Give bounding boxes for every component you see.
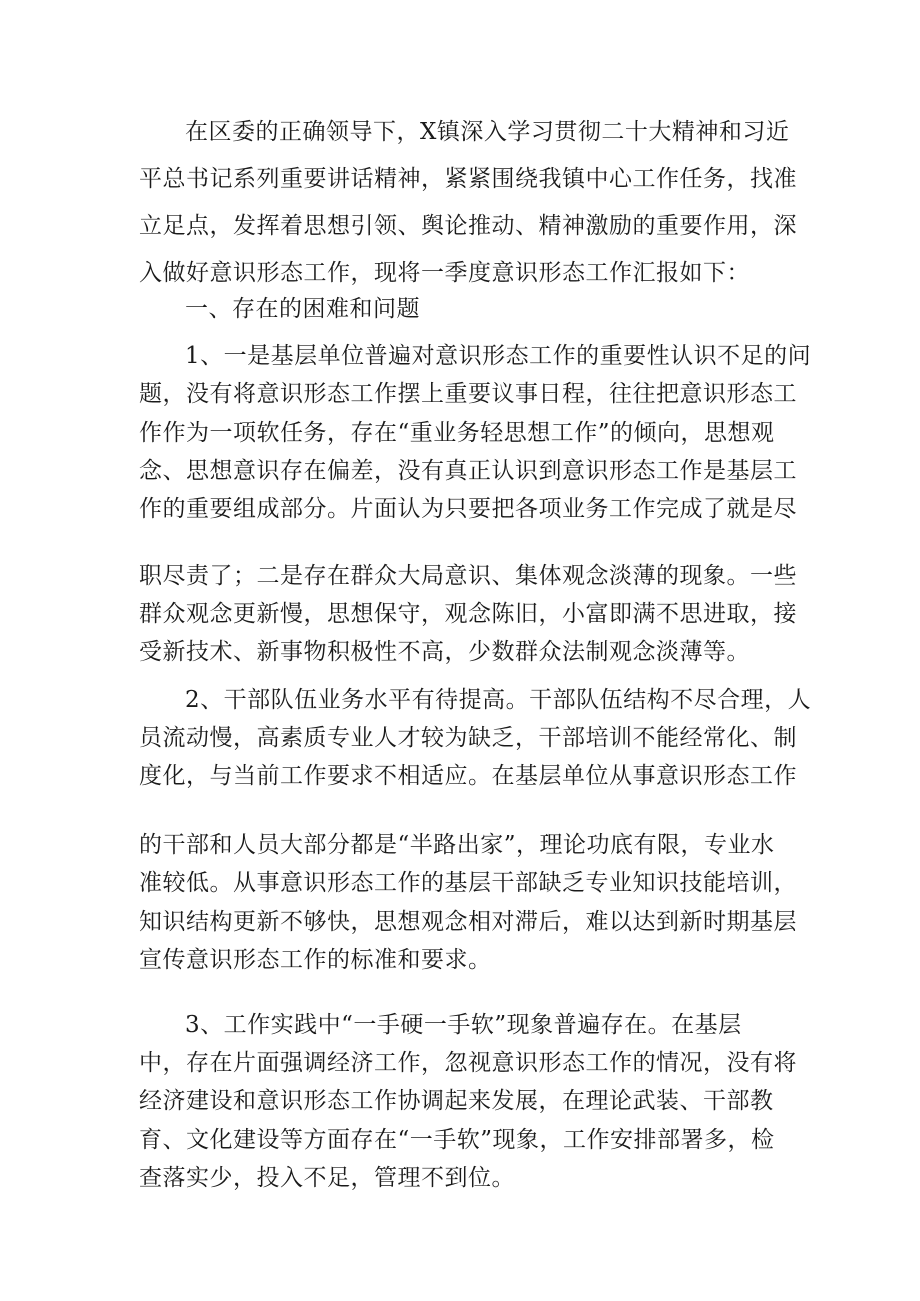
item-3-line-4: 育、文化建设等方面存在“一手软”现象，工作安排部署多，检 <box>139 1127 775 1153</box>
item-1-line-5: 作的重要组成部分。片面认为只要把各项业务工作完成了就是尽 <box>139 496 797 522</box>
item-3-line-1: 3、工作实践中“一手硬一手软”现象普遍存在。在基层 <box>185 1012 742 1038</box>
section-heading: 一、存在的困难和问题 <box>185 296 420 322</box>
item-2-line-6: 知识结构更新不够快，思想观念相对滞后，难以达到新时期基层 <box>139 909 797 935</box>
item-1-line-1: 1、一是基层单位普遍对意识形态工作的重要性认识不足的问 <box>185 343 812 369</box>
item-1-line-3: 作作为一项软任务，存在“重业务轻思想工作”的倾向，思想观 <box>139 420 775 446</box>
item-1-line-2: 题，没有将意识形态工作摆上重要议事日程，往往把意识形态工 <box>139 381 797 407</box>
intro-line-4: 入做好意识形态工作，现将一季度意识形态工作汇报如下： <box>139 260 750 286</box>
item-1-line-4: 念、思想意识存在偏差，没有真正认识到意识形态工作是基层工 <box>139 458 797 484</box>
item-1-line-6: 职尽责了；二是存在群众大局意识、集体观念淡薄的现象。一些 <box>139 563 797 589</box>
item-2-line-7: 宣传意识形态工作的标准和要求。 <box>139 947 492 973</box>
item-3-line-5: 查落实少，投入不足，管理不到位。 <box>139 1165 515 1191</box>
item-3-line-2: 中，存在片面强调经济工作，忽视意识形态工作的情况，没有将 <box>139 1050 797 1076</box>
item-2-line-5: 准较低。从事意识形态工作的基层干部缺乏专业知识技能培训， <box>139 870 797 896</box>
item-2-line-2: 员流动慢，高素质专业人才较为缺乏，干部培训不能经常化、制 <box>139 725 797 751</box>
item-1-line-7: 群众观念更新慢，思想保守，观念陈旧，小富即满不思进取，接 <box>139 601 797 627</box>
item-2-line-3: 度化，与当前工作要求不相适应。在基层单位从事意识形态工作 <box>139 763 797 789</box>
intro-line-3: 立足点，发挥着思想引领、舆论推动、精神激励的重要作用，深 <box>139 213 797 239</box>
item-1-line-8: 受新技术、新事物积极性不高，少数群众法制观念淡薄等。 <box>139 639 750 665</box>
intro-line-1: 在区委的正确领导下，X镇深入学习贯彻二十大精神和习近 <box>185 119 790 145</box>
item-3-line-3: 经济建设和意识形态工作协调起来发展，在理论武装、干部教 <box>139 1088 774 1114</box>
item-2-line-1: 2、干部队伍业务水平有待提高。干部队伍结构不尽合理，人 <box>185 687 812 713</box>
item-2-line-4: 的干部和人员大部分都是“半路出家”，理论功底有限，专业水 <box>139 832 775 858</box>
intro-line-2: 平总书记系列重要讲话精神，紧紧围绕我镇中心工作任务，找准 <box>139 166 797 192</box>
